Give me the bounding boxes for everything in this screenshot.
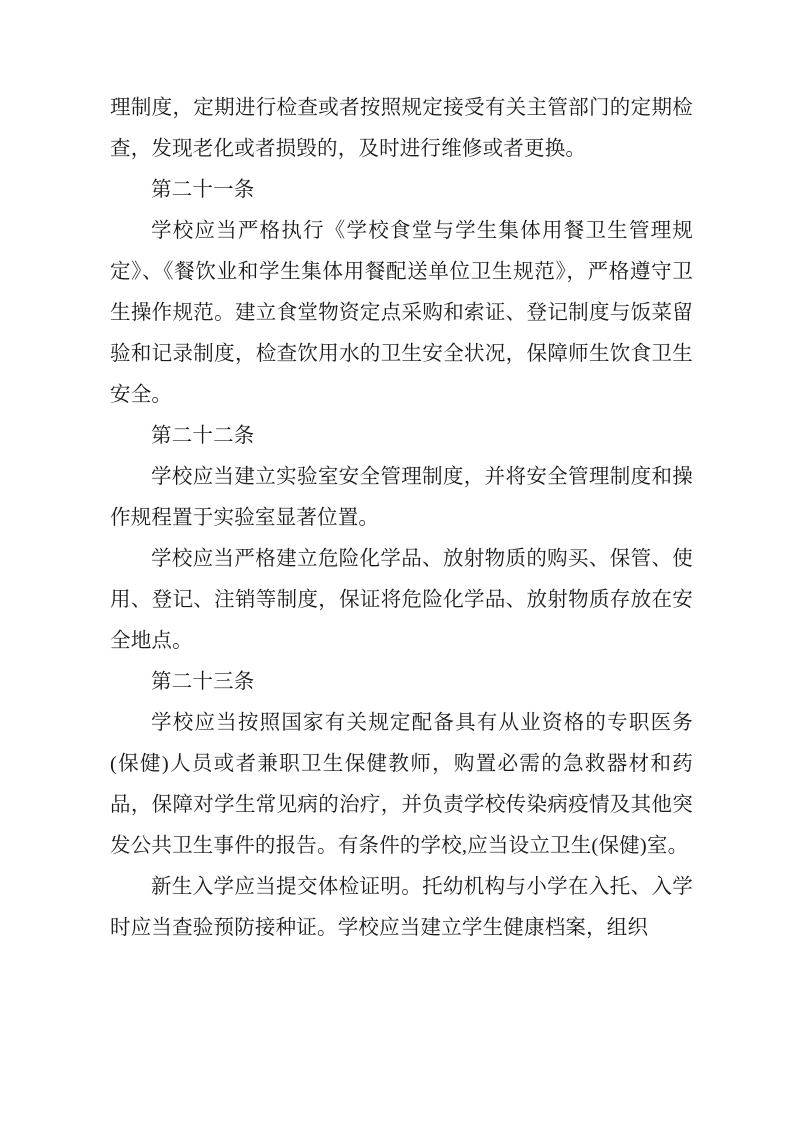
paragraph-article-22-body-1: 学校应当建立实验室安全管理制度，并将安全管理制度和操作规程置于实验室显著位置。: [110, 466, 693, 529]
heading-article-23: 第二十三条: [151, 671, 255, 693]
paragraph-article-23-body-2: 新生入学应当提交体检证明。托幼机构与小学在入托、入学时应当查验预防接种证。学校应当建立学生健康档案，组织: [110, 876, 693, 939]
paragraph-article-22-body-2: 学校应当严格建立危险化学品、放射物质的购买、保管、使用、登记、注销等制度，保证将危险化学品、放射物质存放在安全地点。: [110, 548, 693, 652]
document-text-body: [110, 88, 693, 949]
heading-article-22: 第二十二条: [151, 425, 255, 447]
paragraph-continued-management-system: 理制度，定期进行检查或者按照规定接受有关主管部门的定期检查，发现老化或者损毁的，及时进行维修或者更换。: [110, 97, 693, 160]
paragraph-article-21-body: 学校应当严格执行《学校食堂与学生集体用餐卫生管理规定》、《餐饮业和学生集体用餐配送单位卫生规范》，严格遵守卫生操作规范。建立食堂物资定点采购和索证、登记制度与饭菜留验和记录制度，检查饮用水的卫生安全状况，保障师生饮食卫生安全。: [110, 220, 693, 406]
paragraph-article-23-body-1: 学校应当按照国家有关规定配备具有从业资格的专职医务(保健)人员或者兼职卫生保健教师，购置必需的急救器材和药品，保障对学生常见病的治疗，并负责学校传染病疫情及其他突发公共卫生事件的报告。有条件的学校,应当设立卫生(保健)室。: [110, 712, 693, 857]
heading-article-21: 第二十一条: [151, 179, 255, 201]
